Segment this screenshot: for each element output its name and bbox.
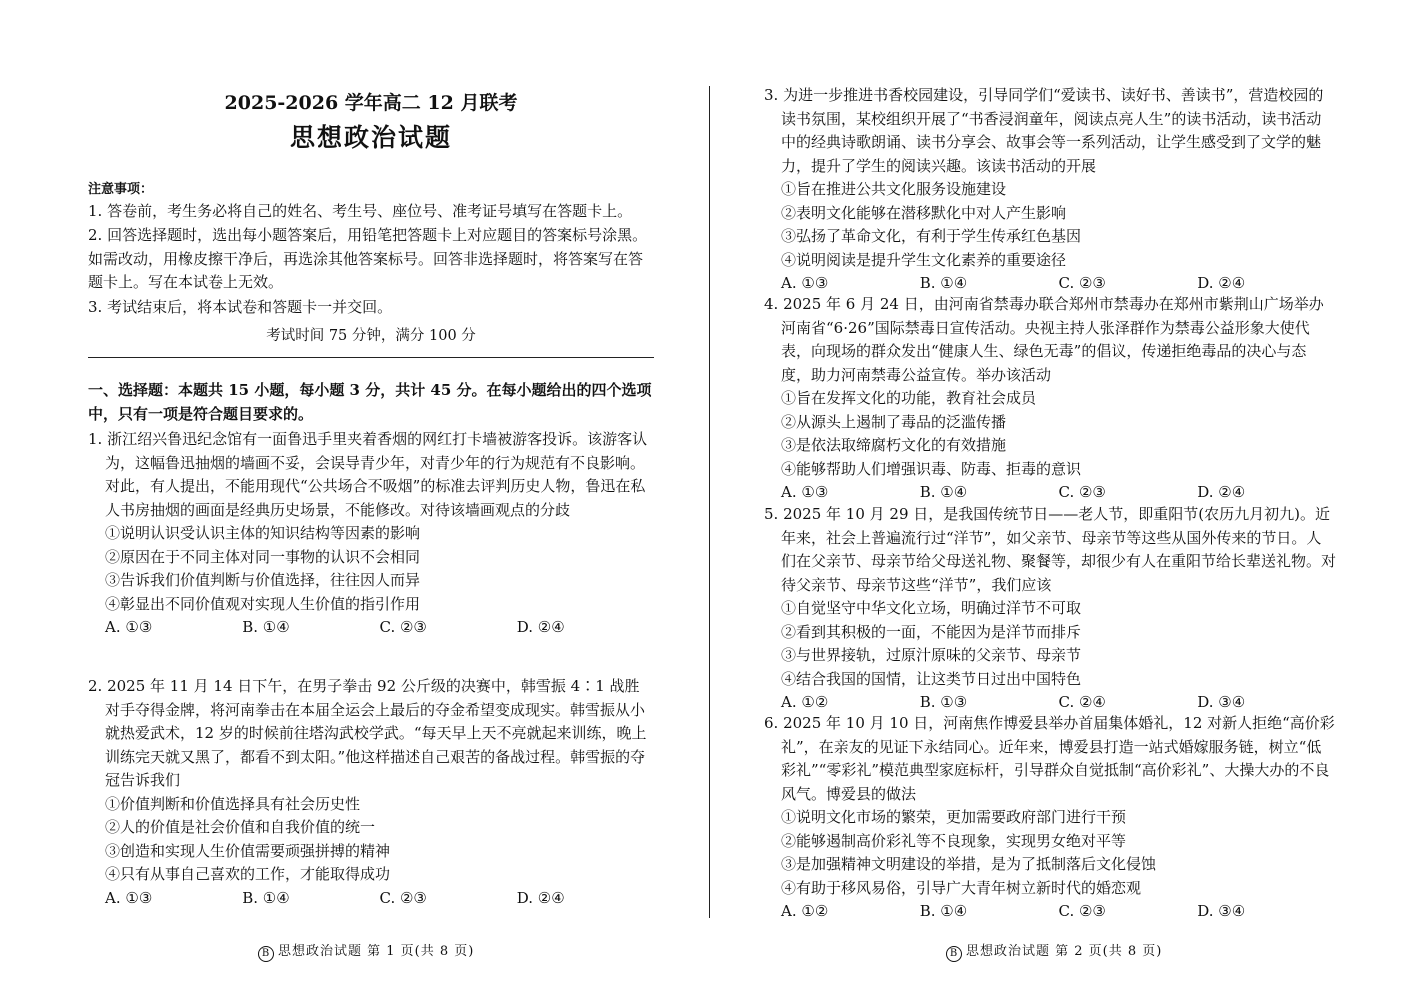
statement-3: ③是依法取缔腐朽文化的有效措施 xyxy=(781,436,1007,454)
statement-1: ①价值判断和价值选择具有社会历史性 xyxy=(105,794,361,813)
statement-4: ④只有从事自己喜欢的工作，才能取得成功 xyxy=(105,865,391,883)
choice-a: A. ①③ xyxy=(781,483,829,501)
question-text: 3. 为进一步推进书香校园建设，引导同学们“爱读书、读好书、善读书”，营造校园的读书氛围，某校组织开展了“书香浸润童年，阅读点亮人生”的读书活动，读书活动中的经典诗歌朗诵、读书分享会、故事会等一系列活动，让学生感受到了文学的魅力，提升了学生的阅读兴趣。该读书活动的开展 xyxy=(764,86,1324,175)
choice-c: C. ②③ xyxy=(1058,274,1106,292)
question-text: 4. 2025 年 6 月 24 日，由河南省禁毒办联合郑州市禁毒办在郑州市紫荆山广场举办河南省“6·26”国际禁毒日宣传活动。央视主持人张泽群作为禁毒公益形象大使代表，向现场的群众发出“健康人生、绿色无毒”的倡议，传递拒绝毒品的决心与态度，助力河南禁毒公益宣传。举办该活动 xyxy=(764,295,1324,384)
choice-b: B. ①④ xyxy=(242,618,290,636)
statement-1: ①说明认识受认识主体的知识结构等因素的影响 xyxy=(105,524,421,542)
statement-1: ①自觉坚守中华文化立场，明确过洋节不可取 xyxy=(781,599,1082,617)
statement-4: ④能够帮助人们增强识毒、防毒、拒毒的意识 xyxy=(781,459,1082,478)
statement-2: ②表明文化能够在潜移默化中对人产生影响 xyxy=(781,203,1067,222)
column-divider xyxy=(709,86,710,918)
answer-choices xyxy=(764,691,1336,715)
choice-b: B. ①③ xyxy=(919,693,968,711)
time-info: 考试时间 75 分钟，满分 100 分 xyxy=(266,328,476,344)
statement-3: ③创造和实现人生价值需要顽强拼搏的精神 xyxy=(105,841,391,860)
exam-title: 2025-2026 学年高二 12 月联考 xyxy=(224,92,518,114)
statement-3: ③是加强精神文明建设的举措，是为了抵制落后文化侵蚀 xyxy=(781,855,1157,873)
statement-2: ②能够遏制高价彩礼等不良现象，实现男女绝对平等 xyxy=(781,831,1127,850)
footer-text: 思想政治试题 第 2 页(共 8 页) xyxy=(966,944,1163,959)
version-mark-icon: B xyxy=(946,946,962,962)
answer-choices xyxy=(764,272,1336,296)
choice-b: B. ①④ xyxy=(919,902,968,920)
choice-c: C. ②④ xyxy=(1058,693,1106,711)
statement-1: ①旨在发挥文化的功能，教育社会成员 xyxy=(781,389,1037,407)
question-2 xyxy=(88,675,654,910)
choice-c: C. ②③ xyxy=(1058,902,1106,920)
question-text: 6. 2025 年 10 月 10 日，河南焦作博爱县举办首届集体婚礼，12 对新人拒绝“高价彩礼”，在亲友的见证下永结同心。近年来，博爱县打造一站式婚嫁服务链，树立“低彩礼”“零彩礼”模范典型家庭标杆，引导群众自觉抵制“高价彩礼”、大操大办的不良风气。博爱县的做法 xyxy=(764,714,1335,803)
choice-c: C. ②③ xyxy=(379,888,427,907)
choice-d: D. ③④ xyxy=(1197,693,1246,711)
notices-heading: 注意事项： xyxy=(88,182,154,197)
statement-4: ④说明阅读是提升学生文化素养的重要途径 xyxy=(781,250,1067,269)
choice-a: A. ①③ xyxy=(105,618,153,636)
statement-4: ④彰显出不同价值观对实现人生价值的指引作用 xyxy=(105,594,421,613)
notice-item: 2. 回答选择题时，选出每小题答案后，用铅笔把答题卡上对应题目的答案标号涂黑。如需改动，用橡皮擦干净后，再选涂其他答案标号。回答非选择题时，将答案写在答题卡上。写在本试卷上无效。 xyxy=(88,226,648,291)
section-title: 一、选择题：本题共 15 小题，每小题 3 分，共计 45 分。在每小题给出的四个选项中，只有一项是符合题目要求的。 xyxy=(88,381,652,423)
choice-c: C. ②③ xyxy=(1058,483,1106,501)
subject-title: 思想政治试题 xyxy=(289,123,452,152)
choice-b: B. ①④ xyxy=(919,274,968,292)
statement-4: ④有助于移风易俗，引导广大青年树立新时代的婚恋观 xyxy=(781,878,1142,897)
statement-2: ②原因在于不同主体对同一事物的认识不会相同 xyxy=(105,547,421,566)
choice-a: A. ①② xyxy=(781,902,829,920)
statement-2: ②从源头上遏制了毒品的泛滥传播 xyxy=(781,412,1007,431)
page-footer xyxy=(946,940,1162,962)
statement-1: ①说明文化市场的繁荣，更加需要政府部门进行干预 xyxy=(781,808,1127,826)
answer-choices xyxy=(764,900,1336,924)
left-page xyxy=(88,0,654,1006)
version-mark-icon: B xyxy=(258,946,274,962)
choice-b: B. ①④ xyxy=(242,888,290,907)
notice-item: 3. 考试结束后，将本试卷和答题卡一并交回。 xyxy=(88,298,393,316)
question-text: 1. 浙江绍兴鲁迅纪念馆有一面鲁迅手里夹着香烟的网红打卡墙被游客投诉。该游客认为，这幅鲁迅抽烟的墙画不妥，会误导青少年，对青少年的行为规范有不良影响。对此，有人提出，不能用现代“公共场合不吸烟”的标准去评判历史人物，鲁迅在私人书房抽烟的画面是经典历史场景，不能修改。对待该墙画观点的分歧 xyxy=(88,430,648,519)
statement-3: ③告诉我们价值判断与价值选择，往往因人而异 xyxy=(105,571,421,589)
statement-2: ②看到其积极的一面，不能因为是洋节而排斥 xyxy=(781,622,1082,641)
choice-d: D. ②④ xyxy=(516,618,565,636)
choice-a: A. ①③ xyxy=(105,888,153,907)
choice-a: A. ①② xyxy=(781,693,829,711)
question-3 xyxy=(764,84,1336,296)
answer-choices xyxy=(88,887,654,911)
question-6 xyxy=(764,712,1336,924)
notice-item: 1. 答卷前，考生务必将自己的姓名、考生号、座位号、准考证号填写在答题卡上。 xyxy=(88,202,633,220)
choice-d: D. ②④ xyxy=(1197,274,1246,292)
question-5 xyxy=(764,503,1336,715)
statement-3: ③与世界接轨，过原汁原味的父亲节、母亲节 xyxy=(781,646,1082,664)
choice-d: D. ③④ xyxy=(1197,902,1246,920)
question-1 xyxy=(88,428,654,640)
question-4 xyxy=(764,293,1336,505)
statement-1: ①旨在推进公共文化服务设施建设 xyxy=(781,180,1007,198)
divider-line xyxy=(88,357,654,358)
page-footer xyxy=(258,940,474,962)
question-text: 2. 2025 年 11 月 14 日下午，在男子拳击 92 公斤级的决赛中，韩雪振 4∶1 战胜对手夺得金牌，将河南拳击在本届全运会上最后的夺金希望变成现实。韩雪振从小就热爱武术，12 岁的时候前往塔沟武校学武。“每天早上天不亮就起来训练，晚上训练完天就又黑了，都看不到太阳。”他这样描述自己艰苦的备战过程。韩雪振的夺冠告诉我们 xyxy=(88,677,647,789)
statement-2: ②人的价值是社会价值和自我价值的统一 xyxy=(105,818,376,836)
answer-choices xyxy=(88,616,654,640)
choice-a: A. ①③ xyxy=(781,274,829,292)
choice-b: B. ①④ xyxy=(919,483,968,501)
choice-d: D. ②④ xyxy=(516,888,565,907)
statement-4: ④结合我国的国情，让这类节日过出中国特色 xyxy=(781,669,1082,688)
choice-c: C. ②③ xyxy=(379,618,427,636)
question-text: 5. 2025 年 10 月 29 日，是我国传统节日——老人节，即重阳节(农历九月初九)。近年来，社会上普遍流行过“洋节”，如父亲节、母亲节等这些从国外传来的节日。人们在父亲节、母亲节给父母送礼物、聚餐等，却很少有人在重阳节给长辈送礼物。对待父亲节、母亲节这些“洋节”，我们应该 xyxy=(764,505,1337,594)
answer-choices xyxy=(764,481,1336,505)
footer-text: 思想政治试题 第 1 页(共 8 页) xyxy=(278,944,475,959)
choice-d: D. ②④ xyxy=(1197,483,1246,501)
right-page xyxy=(764,0,1336,1006)
statement-3: ③弘扬了革命文化，有利于学生传承红色基因 xyxy=(781,227,1082,245)
